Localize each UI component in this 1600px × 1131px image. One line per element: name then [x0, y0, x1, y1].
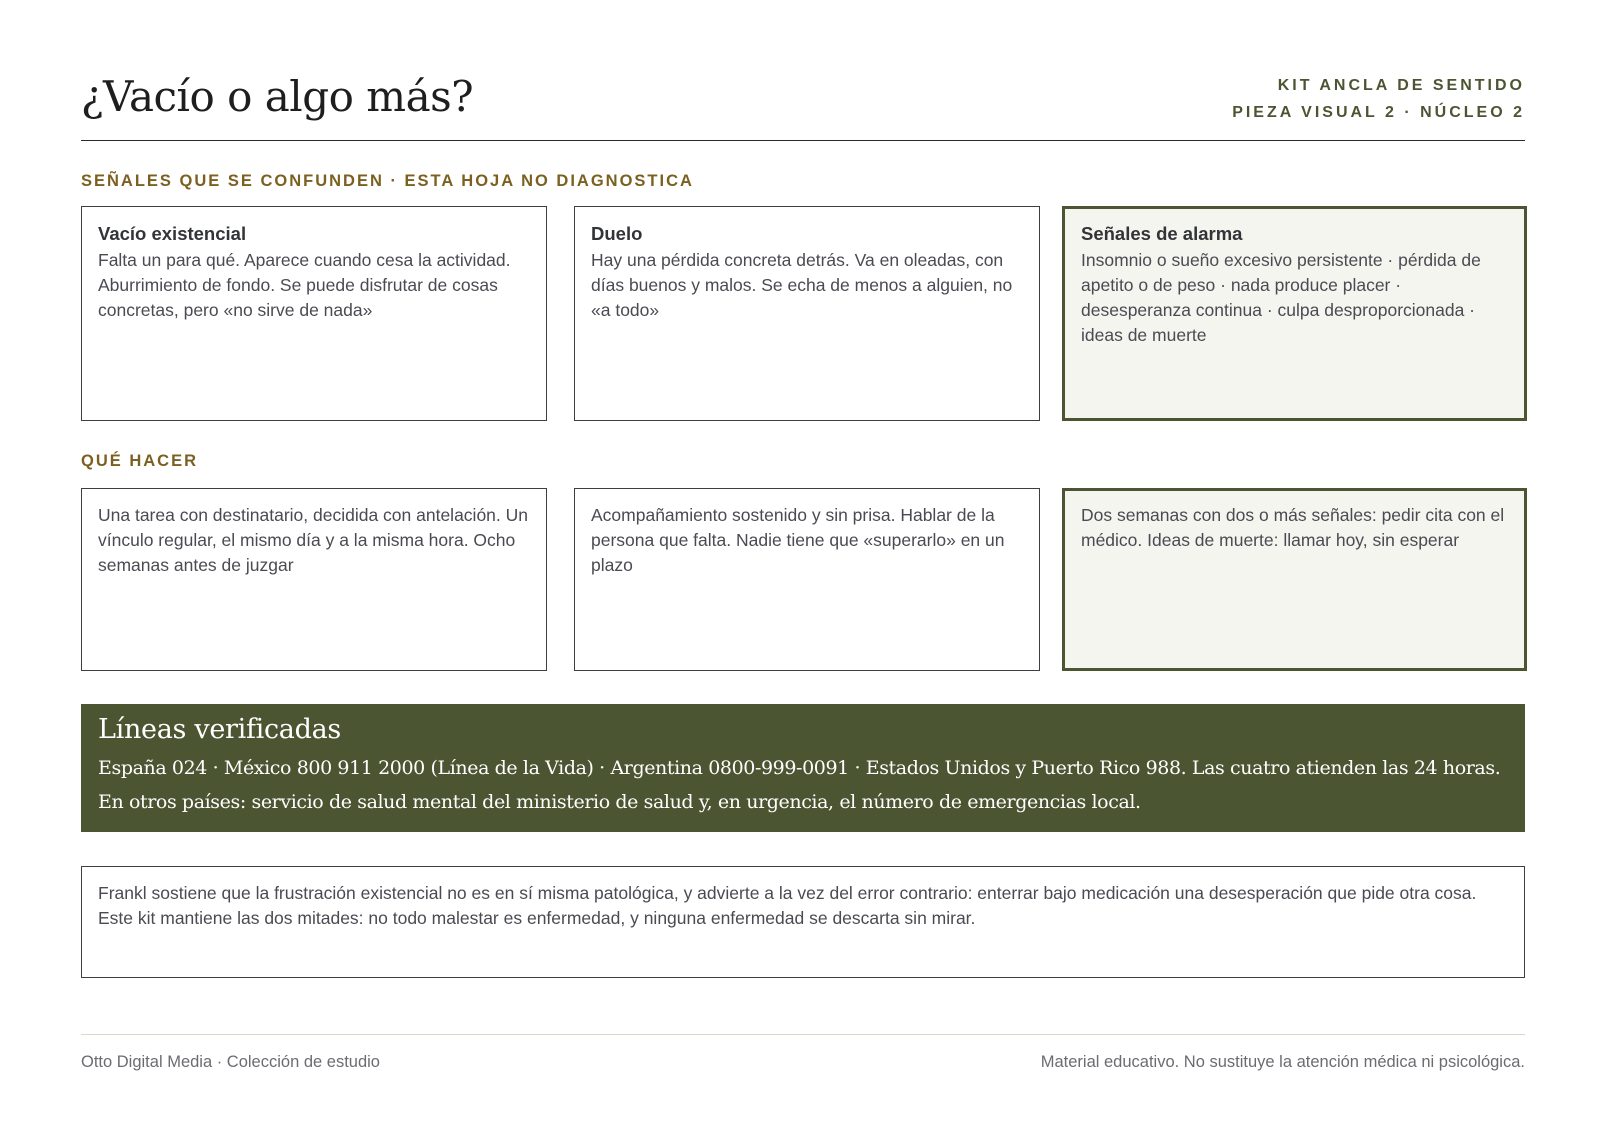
card-text: Falta un para qué. Aparece cuando cesa la actividad. Aburrimiento de fondo. Se puede disfrutar de cosas concretas, pero «no sirve de nada»	[98, 250, 511, 320]
action-card-grief	[574, 488, 1040, 671]
card-text: Una tarea con destinatario, decidida con antelación. Un vínculo regular, el mismo día y a la misma hora. Ocho semanas antes de juzgar	[98, 505, 528, 575]
card-title: Duelo	[591, 223, 643, 244]
page-header	[81, 68, 1525, 141]
card-alarm-signs	[1062, 206, 1527, 421]
card-text: Hay una pérdida concreta detrás. Va en oleadas, con días buenos y malos. Se echa de menos a alguien, no «a todo»	[591, 250, 1013, 320]
action-card-alarm	[1062, 488, 1527, 671]
action-card-void	[81, 488, 547, 671]
note-text: Frankl sostiene que la frustración existencial no es en sí misma patológica, y advierte a la vez del error contrario: enterrar bajo medicación una desesperación que pide otra cosa. Este kit mantiene las dos mitades: no todo malestar es enfermedad, y ninguna enfermedad se descarta sin mirar.	[98, 883, 1477, 928]
verified-lines-banner	[81, 704, 1525, 832]
card-title: Vacío existencial	[98, 223, 247, 244]
page-footer	[81, 1034, 1525, 1071]
card-text: Insomnio o sueño excesivo persistente · pérdida de apetito o de peso · nada produce placer · desesperanza continua · culpa desproporcionada · ideas de muerte	[1081, 250, 1481, 345]
lines-text: España 024 · México 800 911 2000 (Línea de la Vida) · Argentina 0800-999-0091 · Estados Unidos y Puerto Rico 988. Las cuatro atienden las 24 horas. En otros países: servicio de salud mental del ministerio de salud y, en urgencia, el número de emergencias local.	[98, 757, 1501, 813]
card-title: Señales de alarma	[1081, 223, 1243, 244]
kit-name: KIT ANCLA DE SENTIDO	[1277, 77, 1525, 94]
card-text: Acompañamiento sostenido y sin prisa. Hablar de la persona que falta. Nadie tiene que «superarlo» en un plazo	[591, 505, 1005, 575]
page-title: ¿Vacío o algo más?	[81, 72, 474, 121]
kit-piece: PIEZA VISUAL 2 · NÚCLEO 2	[1232, 104, 1525, 121]
lines-title: Líneas verificadas	[98, 714, 341, 745]
footer-credit: Otto Digital Media · Colección de estudio	[81, 1053, 380, 1071]
footer-disclaimer: Material educativo. No sustituye la atención médica ni psicológica.	[1040, 1053, 1525, 1071]
card-existential-void	[81, 206, 547, 421]
frankl-note	[81, 866, 1525, 978]
card-text: Dos semanas con dos o más señales: pedir cita con el médico. Ideas de muerte: llamar hoy, sin esperar	[1081, 505, 1505, 550]
kit-label	[1232, 72, 1525, 126]
actions-section-label: QUÉ HACER	[81, 452, 199, 470]
card-grief	[574, 206, 1040, 421]
signals-section-label: SEÑALES QUE SE CONFUNDEN · ESTA HOJA NO DIAGNOSTICA	[81, 172, 694, 190]
